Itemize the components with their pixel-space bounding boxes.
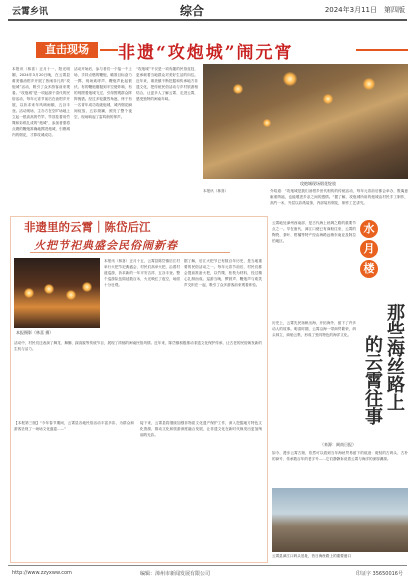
firework-glow xyxy=(283,72,297,86)
column-headline-left: 的云霄往事 xyxy=(362,335,383,425)
second-body-bottom-left: 【本报第三版】“今年春节期间，云霄县各地民俗活动丰富多彩，为群众和游客呈现了一场场文化盛宴……” xyxy=(14,421,134,431)
second-body-col2: 据了解，后江火把节已有数百年历史，是当地重要的民俗活动之一。每年元宵节前后，村民们都会提前准备火把，以竹篾、松枝为材料，经过精心扎制而成。巡游当晚，锣鼓声、鞭炮声与欢笑声交织在一起，吸引了众多游客前来观看体验。 xyxy=(184,259,262,287)
second-story-subtitle: 火把节祀典盛会民俗闹新春 xyxy=(34,239,178,252)
torch-flame xyxy=(66,290,76,300)
firework-glow xyxy=(263,119,271,127)
torch-photo xyxy=(14,258,100,328)
firework-glow xyxy=(233,84,243,94)
lead-body-col3: “攻炮城”不仅是一项有趣的民俗竞技，更承载着当地群众对美好生活的向往。近年来，莆美镇不断挖掘和传承地方非遗文化，把传统民俗活动与乡村旅游相结合，让更多人了解云霄、走进云霄，感受独特的闽南年味。 xyxy=(136,67,198,101)
column-body-bottom: 如今，漫步云霄古街，依然可以看到当年海丝贸易留下的痕迹：斑驳的古码头、古朴的商号、传承数百年的老字号……它们静静诉说着云霄与海洋的深厚渊源。 xyxy=(272,451,408,461)
harbor-photo-caption: 云霄县漳江口码头旧址，昔日海丝路上的重要港口 xyxy=(272,554,352,558)
lead-tag: 直击现场 xyxy=(36,42,98,58)
torch-flame xyxy=(24,288,34,298)
second-body-col1: 本报讯（林喜）正月十五，云霄县陈岱镇后江村举行火把节祀典盛会，村民们高举火把，沿着村道巡游，祈求新的一年平安吉祥、五谷丰登。整个巡游队伍绵延数百米，火光映红了夜空，场面十分壮观。 xyxy=(104,259,180,287)
lead-photo xyxy=(203,64,408,179)
subtitle-underline xyxy=(30,252,230,253)
headline-deco-right xyxy=(356,49,408,51)
lead-body-col2: 活动开始后，参与者们一个接一个上场，手持点燃的鞭炮，瞄准目标奋力一掷，现场欢呼声、鞭炮声此起彼伏。有的鞭炮刚抛到半空便炸响，有的则擦着炮城飞过，引得围观群众阵阵惋惜。经过多轮激烈角逐，终于有一名青年成功攻破炮城，城内烟花瞬间绽放，五彩斑斓，照亮了整个夜空，现场响起了雷鸣般的掌声。 xyxy=(74,67,132,119)
masthead-rule xyxy=(8,19,407,21)
firework-glow xyxy=(363,78,375,90)
torch-photo-caption: 本报摄影（林喜 摄） xyxy=(16,330,54,335)
column-body-top: 云霄地处漳州西南部，是古代海上丝绸之路的重要节点之一。早在唐代，漳江口便已有商船往来，云霄的陶瓷、茶叶、柑橘等特产经由海路远销东南亚及阿拉伯地区。 xyxy=(272,221,356,243)
second-body-col3: 活动中，村民们还表演了舞龙、舞狮、踩高跷等传统节目，展现了浓郁的闽南民俗风情。近年来，陈岱镇积极推动非遗文化保护传承，让古老的民俗焕发新的生机与活力。 xyxy=(14,341,262,351)
harbor-photo xyxy=(272,488,408,552)
footer-website[interactable]: http://www.zzyxww.com xyxy=(12,570,72,576)
second-story-title: 非遗里的云霄｜陈岱后江 xyxy=(24,220,151,234)
paper-name: 云霄乡讯 xyxy=(12,7,49,17)
lead-headline: 非遗“攻炮城”闹元宵 xyxy=(118,43,294,63)
lead-photo-caption: 攻炮城现场烟花绽放 xyxy=(300,181,336,186)
firework-glow xyxy=(323,94,333,104)
footer-permit: 印证字 35650016号 xyxy=(355,571,403,577)
headline-deco-left xyxy=(100,49,118,51)
column-char-1: 水 xyxy=(360,220,378,238)
column-char-2: 月 xyxy=(360,240,378,258)
torch-flame xyxy=(82,282,92,292)
column-body-mid: 历史上，云霄先民扬帆出海，开拓海外，留下了许多动人的故事。明清时期，云霄沿海一带商贸繁荣，码头林立，商船云集，形成了独具特色的海洋文化。 xyxy=(272,321,356,337)
footer-rule xyxy=(8,565,407,566)
issue-date: 2024年3月11日 第四版 xyxy=(324,6,405,14)
lead-side-text: 介绍道：“攻炮城是我们油柑乡世代相传的传统活动，每年元宵前后都会举办，既寓意驱邪纳福，也能增进乡亲之间的感情。”据了解，攻炮城所用的炮城由村民手工制作，高约一米，外层以彩纸装饰，内部装有烟花，制作工艺讲究。 xyxy=(270,189,408,205)
column-headline-right: 那些海丝路上 xyxy=(384,303,405,411)
footer-org: 编辑：漳州市新闻发展有限公司 xyxy=(140,571,211,577)
section-title: 综合 xyxy=(180,4,205,18)
lead-body-col1: 本报讯（林喜）正月十一，阳光明媚，2024年3月20日晚，在云霄县莆美镇油柑乡开展了热闹非凡的“攻炮城”活动，吸引了众多游客前来观看。“攻炮城”是一项起源于清代的民俗活动，每年元宵节前后在油柑乡开展，以祈求来年风调雨顺、五谷丰登。活动现场，主办方在空旷场地上立起一根高高的竹竿，竿顶挂着用竹篾和彩纸扎成的“炮城”，参加者需将点燃的鞭炮准确地掷进炮城，引燃城内的烟花，才算攻城成功。 xyxy=(12,67,70,137)
torch-flame xyxy=(44,284,54,294)
column-byline: （来源：闽南日报） xyxy=(320,442,356,447)
column-char-3: 楼 xyxy=(360,260,378,278)
lead-body-continued: 本报讯（林喜） xyxy=(203,189,229,193)
second-body-bottom-right: 接下来，云霄县将继续加强非物质文化遗产保护工作，深入挖掘地方特色文化资源，推动文化和旅游深度融合发展，让非遗文化在新时代焕发出更加绚丽的光彩。 xyxy=(140,421,262,437)
